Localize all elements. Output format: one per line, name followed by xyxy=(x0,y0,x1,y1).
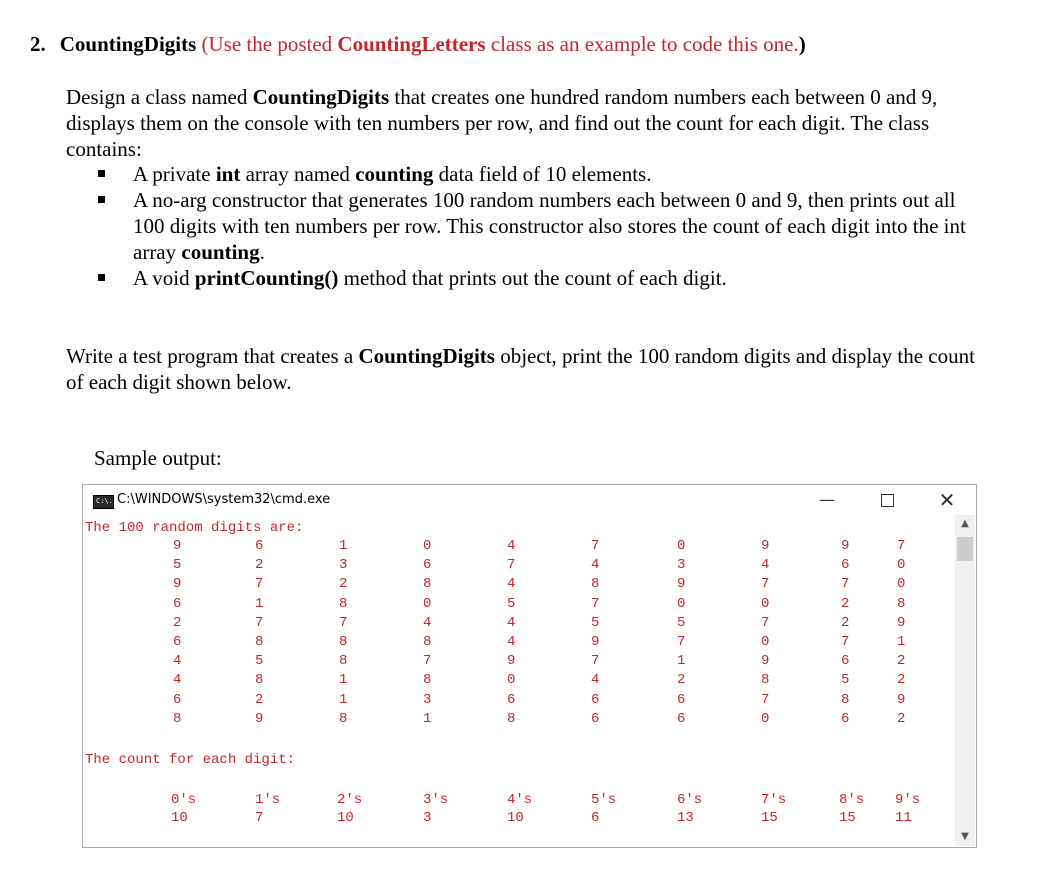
list-item xyxy=(92,187,972,265)
bold-text: int xyxy=(215,162,241,186)
problem-heading xyxy=(30,32,806,57)
digit-cell: 1 xyxy=(339,691,348,708)
digit-cell: 8 xyxy=(591,576,600,593)
digit-cell: 5 xyxy=(841,672,850,689)
digit-cell: 5 xyxy=(507,595,516,612)
digit-cell: 1 xyxy=(423,710,432,727)
digit-cell: 6 xyxy=(591,710,600,727)
digit-cell: 4 xyxy=(423,614,432,631)
maximize-icon xyxy=(881,494,894,507)
digit-cell: 0 xyxy=(677,538,686,554)
digit-cell: 9 xyxy=(255,710,264,727)
list-item xyxy=(92,161,972,187)
digit-cell: 7 xyxy=(591,653,600,670)
digit-cell: 5 xyxy=(173,557,182,574)
count-value: 7 xyxy=(255,810,264,826)
console-output[interactable] xyxy=(83,515,955,846)
count-label: 3's xyxy=(423,792,449,808)
cmd-window xyxy=(82,484,977,848)
count-label: 2's xyxy=(337,792,363,808)
digit-cell: 0 xyxy=(423,595,432,612)
digit-cell: 9 xyxy=(761,653,770,670)
text: Design a class named xyxy=(66,85,253,109)
digit-cell: 7 xyxy=(423,653,432,670)
digit-cell: 6 xyxy=(255,538,264,554)
digit-cell: 8 xyxy=(339,710,348,727)
digit-cell: 6 xyxy=(841,557,850,574)
digit-cell: 3 xyxy=(339,557,348,574)
count-value: 15 xyxy=(839,810,856,826)
digit-cell: 4 xyxy=(591,672,600,689)
class-contents-list xyxy=(92,161,972,291)
digit-cell: 2 xyxy=(841,614,850,631)
digit-cell: 8 xyxy=(255,634,264,650)
digit-cell: 9 xyxy=(173,576,182,593)
note-open: (Use the posted xyxy=(201,32,338,56)
digit-cell: 4 xyxy=(507,576,516,593)
class-name-bold: CountingDigits xyxy=(358,344,495,368)
digit-cell: 6 xyxy=(173,634,182,650)
cmd-title-bar[interactable] xyxy=(83,485,976,515)
count-label: 0's xyxy=(171,792,197,808)
scroll-down-icon[interactable]: ▼ xyxy=(961,831,969,842)
digit-cell: 5 xyxy=(591,614,600,631)
digit-cell: 9 xyxy=(677,576,686,593)
digit-cell: 7 xyxy=(761,576,770,593)
digit-cell: 6 xyxy=(173,691,182,708)
digit-cell: 1 xyxy=(897,634,906,650)
note-class: CountingLetters xyxy=(337,32,486,56)
scroll-up-icon[interactable]: ▲ xyxy=(961,518,969,529)
cmd-app-icon xyxy=(93,495,114,509)
digit-cell: 4 xyxy=(761,557,770,574)
digit-cell: 3 xyxy=(677,557,686,574)
bullet-square-icon xyxy=(98,274,105,281)
digit-cell: 0 xyxy=(507,672,516,689)
count-value: 10 xyxy=(337,810,354,826)
note-tail: class as an example to code this one. xyxy=(485,32,799,56)
count-value: 6 xyxy=(591,810,600,826)
digit-cell: 6 xyxy=(507,691,516,708)
minimize-button[interactable]: — xyxy=(819,490,835,509)
digit-cell: 8 xyxy=(339,634,348,650)
count-label: 7's xyxy=(761,792,787,808)
count-value: 3 xyxy=(423,810,432,826)
digit-cell: 1 xyxy=(339,672,348,689)
digit-cell: 7 xyxy=(841,634,850,650)
text: that creates one hundred random numbers each between 0 and 9, displays them on the console with ten numbers per row, and find out the count for each digit. The class contains: xyxy=(66,85,938,161)
maximize-button[interactable] xyxy=(876,489,898,511)
digit-cell: 2 xyxy=(677,672,686,689)
console-count-line: The count for each digit: xyxy=(85,752,296,768)
cmd-app-icon-text: C:\. xyxy=(96,497,113,505)
digit-cell: 7 xyxy=(761,614,770,631)
digit-cell: 7 xyxy=(841,576,850,593)
digit-cell: 7 xyxy=(255,576,264,593)
digit-cell: 4 xyxy=(591,557,600,574)
digit-cell: 8 xyxy=(507,710,516,727)
bold-text: counting xyxy=(355,162,434,186)
digit-cell: 0 xyxy=(761,595,770,612)
digit-cell: 8 xyxy=(173,710,182,727)
note-close: ) xyxy=(798,32,806,56)
problem-number: 2. xyxy=(30,32,46,56)
test-program-paragraph xyxy=(66,343,996,395)
count-label: 9's xyxy=(895,792,921,808)
digit-cell: 0 xyxy=(897,576,906,593)
digit-cell: 5 xyxy=(677,614,686,631)
count-label: 5's xyxy=(591,792,617,808)
digit-cell: 4 xyxy=(507,538,516,554)
digit-cell: 6 xyxy=(591,691,600,708)
digit-cell: 1 xyxy=(255,595,264,612)
text: method that prints out the count of each digit. xyxy=(338,266,727,290)
digit-cell: 0 xyxy=(761,634,770,650)
digit-cell: 2 xyxy=(897,672,906,689)
digit-cell: 6 xyxy=(677,710,686,727)
digit-cell: 9 xyxy=(761,538,770,554)
digit-cell: 7 xyxy=(677,634,686,650)
digit-cell: 6 xyxy=(841,710,850,727)
digit-cell: 8 xyxy=(423,672,432,689)
digit-cell: 7 xyxy=(897,538,906,554)
count-label: 4's xyxy=(507,792,533,808)
text: A no-arg constructor that generates 100 random numbers each between 0 and 9, then prints out all 100 digits with ten numbers per row. This constructor also stores the count of each digit into the int array xyxy=(133,188,966,264)
problem-note xyxy=(202,32,799,56)
class-name-bold: CountingDigits xyxy=(252,85,390,109)
digit-cell: 6 xyxy=(173,595,182,612)
digit-cell: 2 xyxy=(339,576,348,593)
digit-cell: 7 xyxy=(591,538,600,554)
digit-cell: 9 xyxy=(591,634,600,650)
bullet-square-icon xyxy=(98,170,105,177)
sample-output-label: Sample output: xyxy=(94,446,222,470)
text: A private xyxy=(133,162,216,186)
bold-text: counting xyxy=(181,240,260,264)
digit-cell: 7 xyxy=(761,691,770,708)
text: . xyxy=(259,240,265,264)
digit-cell: 0 xyxy=(423,538,432,554)
digit-cell: 2 xyxy=(255,691,264,708)
digit-cell: 9 xyxy=(841,538,850,554)
digit-cell: 1 xyxy=(339,538,348,554)
digit-cell: 9 xyxy=(507,653,516,670)
digit-cell: 9 xyxy=(897,691,906,708)
digit-cell: 8 xyxy=(339,653,348,670)
digit-cell: 5 xyxy=(255,653,264,670)
digit-cell: 2 xyxy=(897,710,906,727)
digit-cell: 9 xyxy=(173,538,182,554)
count-value: 10 xyxy=(507,810,524,826)
digit-cell: 6 xyxy=(841,653,850,670)
count-label: 1's xyxy=(255,792,281,808)
digit-cell: 8 xyxy=(897,595,906,612)
text: A void xyxy=(133,266,195,290)
count-label: 8's xyxy=(839,792,865,808)
digit-cell: 1 xyxy=(677,653,686,670)
digit-cell: 6 xyxy=(423,557,432,574)
text: array named xyxy=(240,162,356,186)
description-paragraph xyxy=(66,84,996,162)
bullet-square-icon xyxy=(98,196,105,203)
count-value: 10 xyxy=(171,810,188,826)
text: data field of 10 elements. xyxy=(433,162,652,186)
text: Write a test program that creates a xyxy=(66,344,359,368)
problem-class-name: CountingDigits xyxy=(59,32,197,56)
close-button[interactable]: ✕ xyxy=(938,488,956,512)
count-value: 11 xyxy=(895,810,912,826)
digit-cell: 7 xyxy=(591,595,600,612)
count-label: 6's xyxy=(677,792,703,808)
digit-cell: 4 xyxy=(507,614,516,631)
digit-cell: 4 xyxy=(173,672,182,689)
digit-cell: 8 xyxy=(841,691,850,708)
list-item xyxy=(92,265,972,291)
text: object, print the 100 random digits and display the count of each digit shown below. xyxy=(66,344,975,394)
digit-cell: 6 xyxy=(677,691,686,708)
count-value: 13 xyxy=(677,810,694,826)
digit-cell: 8 xyxy=(255,672,264,689)
digit-cell: 8 xyxy=(761,672,770,689)
digit-cell: 0 xyxy=(897,557,906,574)
digit-cell: 7 xyxy=(339,614,348,631)
count-value: 15 xyxy=(761,810,778,826)
digit-cell: 7 xyxy=(507,557,516,574)
scroll-thumb[interactable] xyxy=(957,537,973,561)
console-header-line: The 100 random digits are: xyxy=(85,520,304,536)
digit-cell: 0 xyxy=(677,595,686,612)
bold-text: printCounting() xyxy=(194,266,339,290)
digit-cell: 2 xyxy=(173,614,182,631)
digit-cell: 8 xyxy=(423,576,432,593)
digit-cell: 3 xyxy=(423,691,432,708)
digit-cell: 2 xyxy=(841,595,850,612)
cmd-window-title: C:\WINDOWS\system32\cmd.exe xyxy=(117,492,331,507)
digit-cell: 0 xyxy=(761,710,770,727)
digit-cell: 8 xyxy=(339,595,348,612)
digit-cell: 4 xyxy=(173,653,182,670)
digit-cell: 2 xyxy=(255,557,264,574)
digit-cell: 9 xyxy=(897,614,906,631)
digit-cell: 4 xyxy=(507,634,516,650)
digit-cell: 2 xyxy=(897,653,906,670)
digit-cell: 8 xyxy=(423,634,432,650)
digit-cell: 7 xyxy=(255,614,264,631)
console-scrollbar[interactable] xyxy=(955,515,975,846)
